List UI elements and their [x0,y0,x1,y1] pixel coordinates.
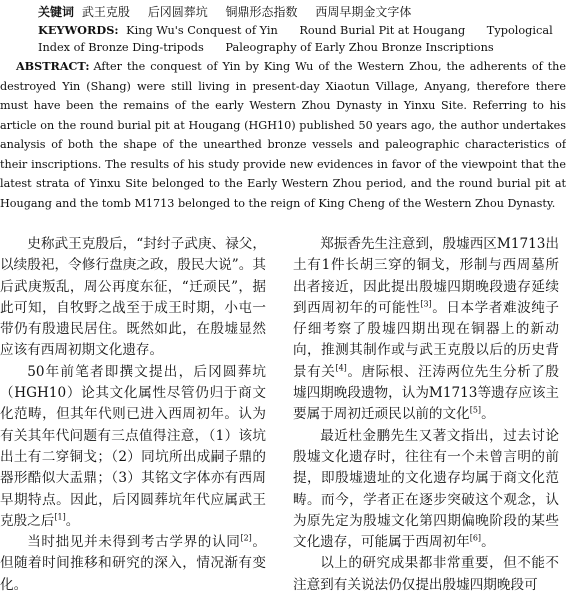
paragraph-text: 50年前笔者即撰文提出，后冈圆葬坑（HGH10）论其文化属性尽管仍归于商文化范畴，但其年代则已进入西周初年。认为有关其年代问题有三点值得注意，（1）该坑出土有二穿铜戈；（2）同坑所出成嗣子鼎的器形酷似大盂鼎；（3）其铭文字体亦有西周早期特点。因此，后冈圆葬坑年代应属武王克殷之后 [0,363,266,529]
body-paragraph [293,234,559,426]
body-paragraph [293,426,559,554]
keyword-cn-term: 西周早期金文字体 [315,5,412,19]
keyword-cn-term: 后冈圆葬坑 [147,5,208,19]
paragraph-text: 郑振香先生注意到，殷墟西区M1713出土有1件长胡三穿的铜戈，形制与西周墓所出者接近，因此提出殷墟四期晚段遗存延续到西周初年的可能性 [293,236,560,316]
keywords-cn-label: 关键词 [38,5,75,19]
body-paragraph [0,234,266,362]
paragraph-text: 当时拙见并未得到考古学界的认同 [27,534,241,551]
keywords-en-label: KEYWORDS: [38,23,119,37]
citation-ref: [3] [420,299,432,309]
keyword-en-term: Round Burial Pit at Hougang [299,24,466,37]
body-paragraph [0,362,266,532]
paragraph-text: 以上的研究成果都非常重要，但不能不注意到有关说法仍仅提出殷墟四期晚段可 [293,555,559,593]
keyword-en-term: Paleography of Early Zhou Bronze Inscriptions [225,41,494,54]
citation-ref: [4] [335,363,347,373]
body-paragraph [293,553,559,596]
body-right-column [293,234,559,596]
abstract [0,57,566,213]
citation-ref: [5] [469,405,482,415]
paragraph-tail: 。但随着时间推移和研究的深入，情况渐有变化。 [0,534,267,593]
paragraph-tail: 。日本学者难波纯子仔细考察了殷墟四期出现在铜器上的新动向，推测其制作或与武王克殷以后的历史背景有关 [293,299,559,380]
body-paragraph [0,532,266,596]
keyword-en-term: Typological Index of Bronze Ding-tripods [38,24,553,54]
article-header [0,0,566,210]
paragraph-text: 史称武王克殷后，“封纣子武庚、禄父，以续殷祀，令修行盘庚之政，殷民大说”。其后武庚叛乱，周公再度东征，“迁顽民”，据此可知，自牧野之战至于成王时期，小屯一带仍有殷遗民居住。既然如此，在殷墟显然应该有西周初期文化遗存。 [0,236,266,359]
keywords-english [38,22,558,56]
abstract-paragraph [0,57,566,213]
keyword-en-term: King Wu's Conquest of Yin [126,24,278,37]
paragraph-text: 最近杜金鹏先生又著文指出，过去讨论殷墟文化遗存时，往往有一个未曾言明的前提，即殷墟遗址的文化遗存均属于商文化范畴。而今，学者正在逐步突破这个观念，认为原先定为殷墟文化第四期偏晚阶段的某些文化遗存，可能属于西周初年 [293,427,559,551]
abstract-text: After the conquest of Yin by King Wu of the Western Zhou, the adherents of the destroyed Yin (Shang) were still living in present-day Xiaotun Village, Anyang, therefore there must have been the remains of the early Western Zhou Dynasty in Yinxu Site. Referring to his article on the round burial pit at Hougang (HGH10) published 50 years ago, the author undertakes analysis of both the shape of the unearthed bronze vessels and paleographic characteristics of their inscriptions. The results of his study provide new evidences in favor of the viewpoint that the latest strata of Yinxu Site belonged to the Early Western Zhou period, and the round burial pit at Hougang and the tomb M1713 belonged to the reign of King Cheng of the Western Zhou Dynasty. [0,60,566,210]
keyword-cn-term: 武王克殷 [81,5,130,19]
abstract-label: ABSTRACT: [16,59,90,73]
paragraph-tail: 。 [481,534,495,551]
keywords-chinese [38,3,425,20]
paragraph-tail: 。唐际根、汪涛两位先生分析了殷墟四期晚段遗物，认为M1713等遗存应该主要属于周初迁顽民以前的文化 [293,363,560,423]
citation-ref: [2] [240,533,252,543]
body-left-column [0,234,266,596]
keyword-cn-term: 铜鼎形态指数 [225,5,298,19]
citation-ref: [6] [469,533,482,543]
citation-ref: [1] [54,512,66,522]
paragraph-tail: 。 [481,406,495,423]
paragraph-tail: 。 [65,512,80,529]
